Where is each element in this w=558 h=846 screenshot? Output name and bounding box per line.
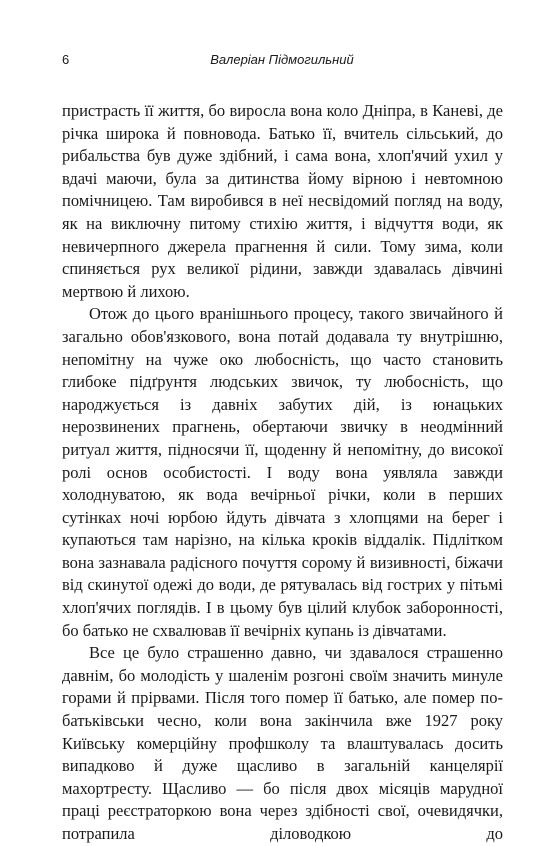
- paragraph: пристрасть її життя, бо виросла вона коло Дніпра, в Каневі, де річка широка й повновода. Батько її, вчитель сільський, до рибальства був дуже здібний, і сама вона, хлоп'ячий ухил у вдачі маючи, була за дитинства йому вірною і невтомною помічницею. Там виробився в неї несвідомий погляд на воду, як на виключну питому стихію життя, і відчуття води, як невичерпного джерела прагнення й сили. Тому зима, коли спиняється рух великої рідини, завжди здавалась дівчині мертвою й лихою.: [62, 101, 503, 301]
- body-text: [62, 100, 503, 846]
- paragraph: Отож до цього вранішнього процесу, такого звичайного й загально обов'язкового, вона потай додавала ту внутрішню, непомітну на чуже око любосність, що часто становить глибоке підґрунтя людських звичок, ту любосність, що народжується із давніх забутих дій, із юнацьких нерозвинених прагнень, обертаючи звичку в неодмінний ритуал життя, підносячи її, щоденну й непомітну, до високої ролі основ особистості. І воду вона уявляла завжди холоднуватою, як вода вечірньої річки, коли в перших сутінках ночі юрбою йдуть дівчата з хлопцями на берег і купаються там нарізно, на кілька кроків віддалік. Підлітком вона зазнавала радісного почуття сорому й визивності, біжачи від скинутої одежі до води, де рятувалась від гострих у пітьмі хлоп'ячих поглядів. І в цьому був цілий клубок заборонності, бо батько не схвалював її вечірніх купань із дівчатами.: [62, 304, 503, 640]
- running-head: Валеріан Підмогильний: [210, 52, 354, 67]
- page-number: 6: [62, 52, 70, 67]
- paragraph: Все це було страшенно давно, чи здавалося страшенно давнім, бо молодість у шаленім розгоні своїм значить минуле горами й прірвами. Після того помер її батько, але помер по-батьківськи чесно, коли вона закінчила вже 1927 року Київську комерційну профшколу та влаштувалась досить випадково й дуже щасливо в загальній канцелярії махортресту. Щасливо — бо після двох місяців марудної праці реєстраторкою вона через здібності свої, очевидячки, потрапила діловодкою до: [62, 643, 503, 843]
- page-header: [62, 52, 502, 72]
